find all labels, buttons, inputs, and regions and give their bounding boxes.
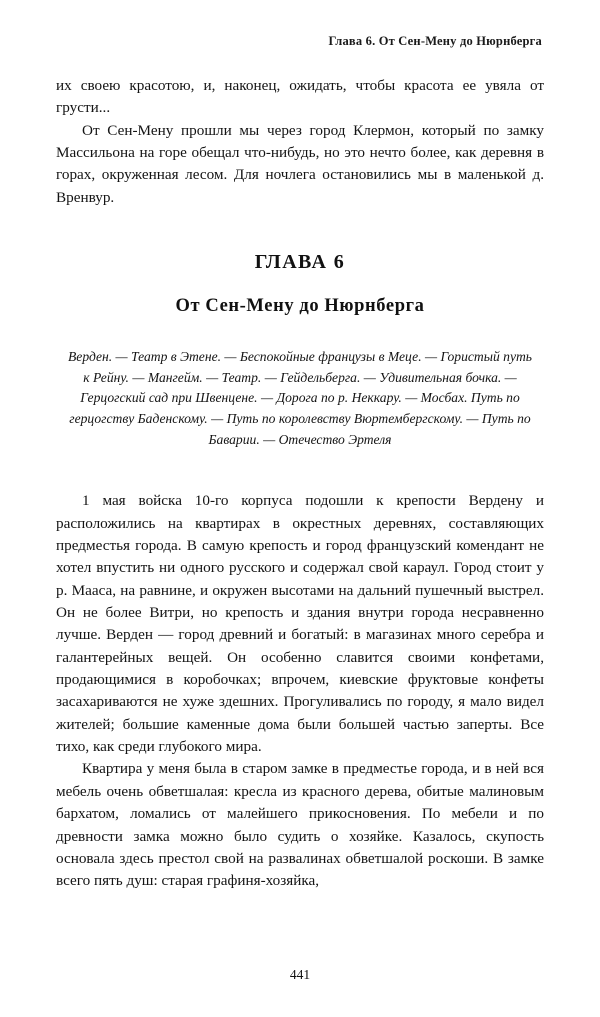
running-head: Глава 6. От Сен-Мену до Нюрнберга <box>328 34 542 48</box>
paragraph: От Сен-Мену прошли мы через город Клермон, который по замку Массильона на горе обещал что-нибудь, но это нечто более, как деревня в горах, окруженная лесом. Для ночлега остановились мы в маленькой д. Вренвур. <box>56 121 544 206</box>
chapter-synopsis: Верден. — Театр в Этене. — Беспокойные французы в Меце. — Гористый путь к Рейну. — Мангейм. — Театр. — Гейдельберга. — Удивительная бочка. — Герцогский сад при Швенцене. — Дорога по р. Неккару. — Мосбах. Путь по герцогству Баденскому. — Путь по королевству Вюртембергскому. — Путь по Баварии. — Отечество Эртеля <box>67 349 532 447</box>
continued-text-block <box>56 75 544 209</box>
chapter-title: От Сен-Мену до Нюрнберга <box>175 296 425 317</box>
page-number: 441 <box>289 967 311 982</box>
main-text-block <box>56 490 544 892</box>
paragraph: Квартира у меня была в старом замке в предместье города, и в ней вся мебель очень обветшалая: кресла из красного дерева, обитые малиновым бархатом, ломались от малейшего прикосновения. По мебели и по древности замка можно было судить о хозяйке. Казалось, скупость основала здесь престол свой на развалинах обветшалой роскоши. В замке всего пять душ: старая графиня-хозяйка, <box>56 760 544 890</box>
chapter-heading-block <box>56 251 544 450</box>
paragraph: 1 мая войска 10-го корпуса подошли к крепости Вердену и расположились на квартирах в окрестных деревнях, составляющих предместья города. В самую крепость и город французский комендант не хотел впустить ни одного русского и содержал свой караул. Город стоит у р. Мааса, на равнине, и окружен высотами на дальний пушечный выстрел. Он не более Витри, но крепость и здания внутри города несравненно лучше. Верден — город древний и богатый: в магазинах много серебра и галантерейных вещей. Он особенно славится своими конфетами, продающимися в коробочках; впрочем, киевские фруктовые конфеты засахариваются не хуже здешних. Прогуливались по городу, я мало видел жителей; большие каменные дома были большей частью заперты. Все тихо, как среди глубокого мира. <box>56 492 544 756</box>
chapter-number: ГЛАВА 6 <box>254 251 346 274</box>
paragraph: их своею красотою, и, наконец, ожидать, чтобы красота ее увяла от грусти... <box>56 77 544 117</box>
